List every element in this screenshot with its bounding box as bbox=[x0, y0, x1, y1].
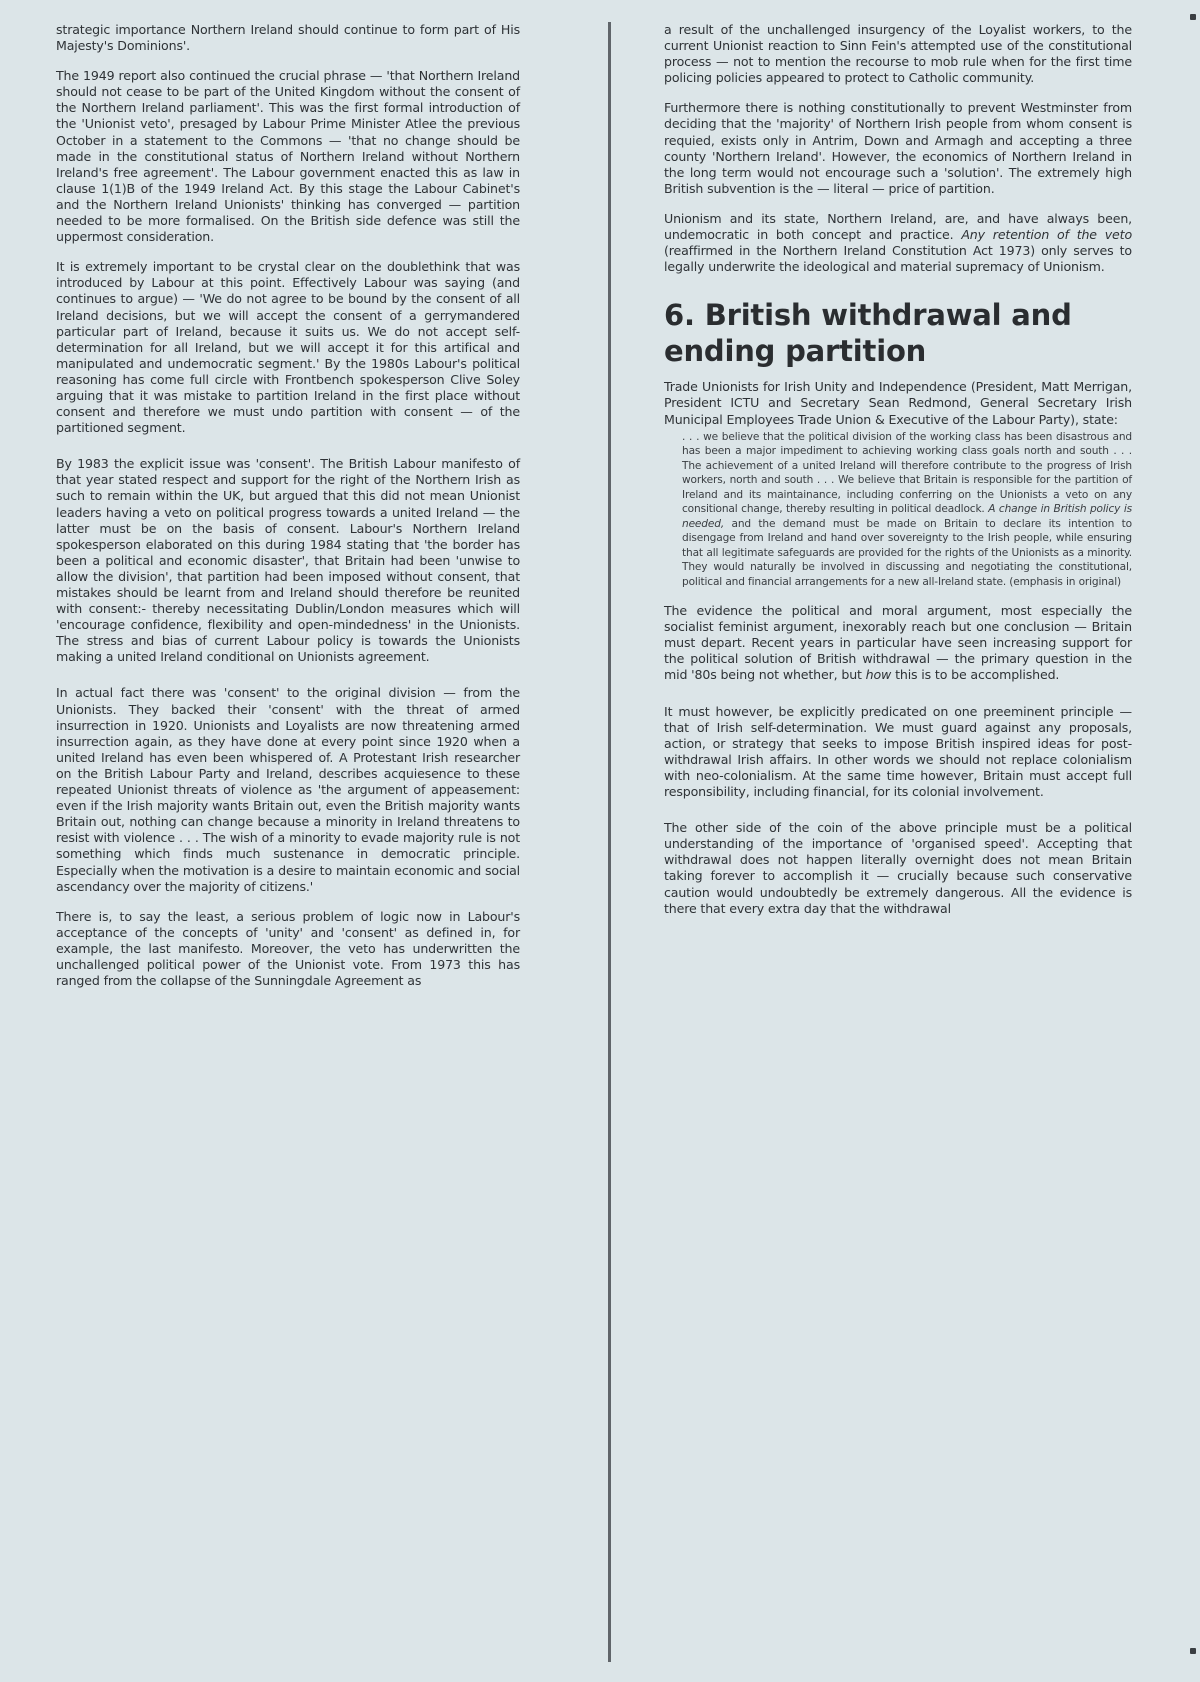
paragraph: The 1949 report also continued the crucial phrase — 'that Northern Ireland should not cease to be part of the United Kingdom without the consent of the Northern Ireland parliament'. This was the first formal introduction of the 'Unionist veto', presaged by Labour Prime Minister Atlee the previous October in a statement to the Commons — 'that no change should be made in the constitutional status of Northern Ireland without Northern Ireland's free agreement'. The Labour government enacted this as law in clause 1(1)B of the 1949 Ireland Act. By this stage the Labour Cabinet's and the Northern Ireland Unionists' thinking has converged — partition needed to be more formalised. On the British side defence was still the uppermost consideration. bbox=[56, 68, 520, 245]
paragraph-text: The evidence the political and moral argument, most especially the socialist feminist argument, inexorably reach but one conclusion — Britain must depart. Recent years in particular have seen increasing support for the political solution of British withdrawal — the primary question in the mid '80s being not whether, but bbox=[664, 603, 1132, 683]
page-edge-mark bbox=[1190, 14, 1196, 20]
paragraph: The other side of the coin of the above principle must be a political understanding of the importance of 'organised speed'. Accepting that withdrawal does not happen literally overnight does not mean Britain taking forever to accomplish it — crucially because such conservative caution would undoubtedly be extremely dangerous. All the evidence is there that every extra day that the withdrawal bbox=[664, 820, 1132, 916]
paragraph: There is, to say the least, a serious problem of logic now in Labour's acceptance of the concepts of 'unity' and 'consent' as defined in, for example, the last manifesto. Moreover, the veto has underwritten the unchallenged political power of the Unionist vote. From 1973 this has ranged from the collapse of the Sunningdale Agreement as bbox=[56, 908, 520, 989]
quote-text: and the demand must be made on Britain to declare its intention to disengage from Ireland and hand over sovereignty to the Irish people, while ensuring that all legitimate safeguards are provided for the rights of the Unionists as a minority. They would naturally be involved in discussing and negotiating the constitutional, political and financial arrangements for a new all-Ireland state. (emphasis in original) bbox=[682, 517, 1133, 588]
paragraph: Furthermore there is nothing constitutionally to prevent Westminster from deciding that the 'majority' of Northern Irish people from whom consent is requied, exists only in Antrim, Down and Armagh and accepting a three county 'Northern Ireland'. However, the economics of Northern Ireland in the long term would not encourage such a 'solution'. The extremely high British subvention is the — literal — price of partition. bbox=[664, 100, 1132, 196]
paragraph-text: Unionism and its state, Northern Ireland, are, and have always been, undemocratic in both concept and practice. bbox=[664, 210, 1132, 243]
paragraph-text: this is to be accomplished. bbox=[895, 667, 1060, 683]
section-heading: 6. British withdrawal and ending partition bbox=[664, 298, 1072, 369]
paragraph bbox=[664, 211, 1132, 275]
paragraph: a result of the unchallenged insurgency of the Loyalist workers, to the current Unionist reaction to Sinn Fein's attempted use of the constitutional process — not to mention the recourse to mob rule when for the first time policing policies appeared to protect to Catholic community. bbox=[664, 22, 1132, 86]
right-column bbox=[664, 22, 1132, 931]
left-column bbox=[56, 22, 520, 1003]
emphasis-text: how bbox=[865, 667, 892, 683]
paragraph-text: (reaffirmed in the Northern Ireland Constitution Act 1973) only serves to legally underwrite the ideological and material supremacy of Unionism. bbox=[664, 243, 1132, 275]
paragraph: Trade Unionists for Irish Unity and Independence (President, Matt Merrigan, President ICTU and Secretary Sean Redmond, General Secretary Irish Municipal Employees Trade Union & Executive of the Labour Party), state: bbox=[664, 379, 1132, 427]
block-quote bbox=[682, 430, 1132, 590]
quote-text: . . . we believe that the political division of the working class has been disastrous and has been a major impediment to achieving working class goals north and south . . . The achievement of a united Ireland will therefore contribute to the progress of Irish workers, north and south . . . We believe that Britain is responsible for the partition of Ireland and its maintainance, including conferring on the Unionists a veto on any consitional change, thereby resulting in political deadlock. bbox=[682, 430, 1132, 516]
emphasis-text: A change in British policy is needed, bbox=[682, 503, 1132, 530]
emphasis-text: Any retention of the veto bbox=[961, 227, 1132, 243]
paragraph: It is extremely important to be crystal clear on the doublethink that was introduced by Labour at this point. Effectively Labour was saying (and continues to argue) — 'We do not agree to be bound by the consent of all Ireland decisions, but we will accept the consent of a gerrymandered particular part of Ireland, because it suits us. We do not accept self-determination for all Ireland, but we will accept it for this artifical and manipulated and undemocratic segment.' By the 1980s Labour's political reasoning has come full circle with Frontbench spokesperson Clive Soley arguing that it was mistake to partition Ireland in the first place without consent and therefore we must undo partition with consent — of the partitioned segment. bbox=[56, 259, 520, 436]
paragraph bbox=[664, 603, 1132, 683]
paragraph: It must however, be explicitly predicated on one preeminent principle — that of Irish self-determination. We must guard against any proposals, action, or strategy that seeks to impose British inspired ideas for post-withdrawal Irish affairs. In other words we should not replace colonialism with neo-colonialism. At the same time however, Britain must accept full responsibility, including financial, for its colonial involvement. bbox=[664, 703, 1132, 800]
column-divider bbox=[608, 22, 611, 1662]
page-edge-mark bbox=[1190, 1648, 1196, 1654]
paragraph: strategic importance Northern Ireland should continue to form part of His Majesty's Dominions'. bbox=[56, 22, 520, 54]
paragraph: By 1983 the explicit issue was 'consent'. The British Labour manifesto of that year stated respect and support for the right of the Northern Irish as such to remain within the UK, but argued that this did not mean Unionist leaders having a veto on political progress towards a united Ireland — the latter must be on the basis of consent. Labour's Northern Ireland spokesperson elaborated on this during 1984 stating that 'the border has been a political and economic disaster', that Britain had been 'unwise to allow the division', that partition had been imposed without consent, that mistakes should be learnt from and Ireland should therefore be reunited with consent:- thereby necessitating Dublin/London measures which will 'encourage confidence, flexibility and open-mindedness' in the Unionists. The stress and bias of current Labour policy is towards the Unionists making a united Ireland conditional on Unionists agreement. bbox=[56, 456, 520, 665]
paragraph: In actual fact there was 'consent' to the original division — from the Unionists. They backed their 'consent' with the threat of armed insurrection in 1920. Unionists and Loyalists are now threatening armed insurrection again, as they have done at every point since 1920 when a united Ireland has even been whispered of. A Protestant Irish researcher on the British Labour Party and Ireland, describes acquiesence to these repeated Unionist threats of violence as 'the argument of appeasement: even if the Irish majority wants Britain out, even the British majority wants Britain out, nothing can change because a minority in Ireland threatens to resist with violence . . . The wish of a minority to evade majority rule is not something which finds much sustenance in democratic principle. Especially when the motivation is a desire to maintain economic and social ascendancy over the majority of citizens.' bbox=[56, 685, 520, 894]
